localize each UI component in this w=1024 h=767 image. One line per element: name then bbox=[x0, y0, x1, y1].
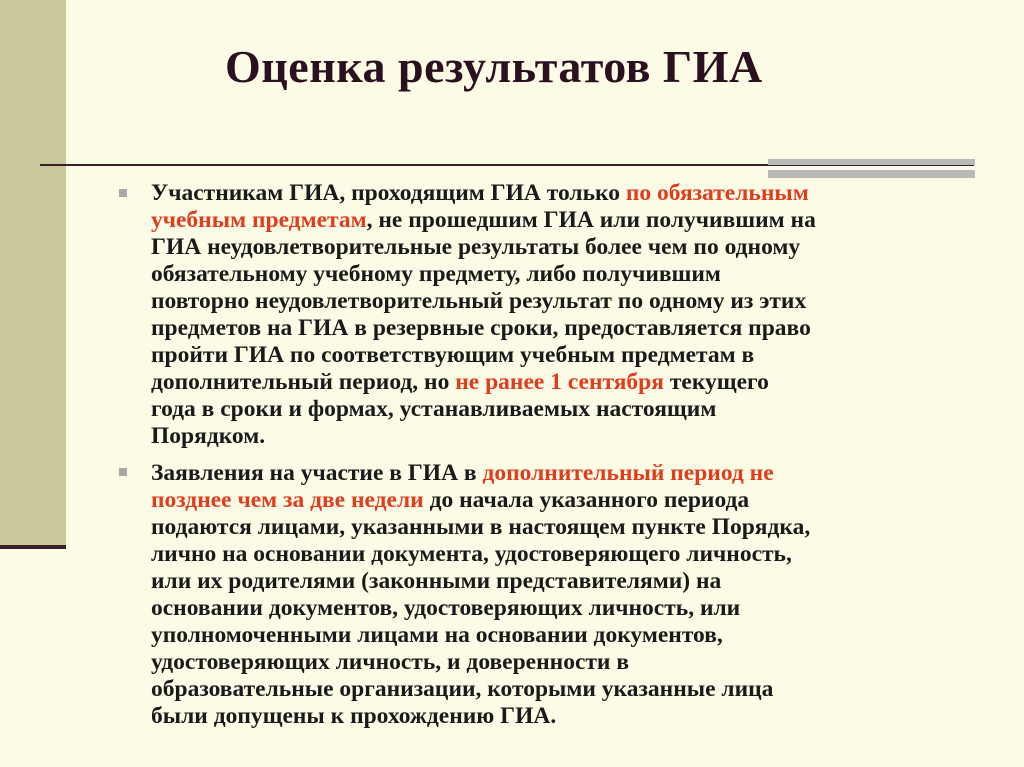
paragraph-line: удостоверяющих личность, и доверенности в bbox=[151, 649, 630, 675]
paragraph-line: пройти ГИА по соответствующим учебным предметам в bbox=[151, 342, 755, 368]
slide-title: Оценка результатов ГИА bbox=[225, 41, 763, 92]
paragraph-1 bbox=[151, 180, 981, 450]
paragraph-line: образовательные организации, которыми указанные лица bbox=[151, 676, 774, 702]
paragraph-line: Участникам ГИА, проходящим ГИА только по обязательным bbox=[151, 180, 809, 206]
paragraph-line: подаются лицами, указанными в настоящем пункте Порядка, bbox=[151, 514, 811, 540]
side-decoration-strip bbox=[0, 0, 66, 548]
paragraph-line: обязательному учебному предмету, либо получившим bbox=[151, 261, 721, 287]
highlight-text: по обязательным bbox=[625, 180, 809, 206]
paragraph-line: предметов на ГИА в резервные сроки, предоставляется право bbox=[151, 315, 811, 341]
paragraph-line: повторно неудовлетворительный результат по одному из этих bbox=[151, 288, 807, 314]
paragraph-line: уполномоченными лицами на основании документов, bbox=[151, 622, 723, 648]
highlight-text: позднее чем за две недели bbox=[151, 487, 424, 513]
title-divider-accent-bottom bbox=[768, 170, 975, 178]
title-divider-accent-top bbox=[768, 159, 975, 165]
paragraph-line: года в сроки и формах, устанавливаемых настоящим bbox=[151, 396, 717, 422]
paragraph-line: или их родителями (законными представителями) на bbox=[151, 568, 722, 594]
paragraph-line: основании документов, удостоверяющих личность, или bbox=[151, 595, 741, 621]
bullet-square-icon bbox=[119, 189, 127, 197]
paragraph-line: дополнительный период, но не ранее 1 сентября текущего bbox=[151, 369, 769, 395]
paragraph-2 bbox=[151, 460, 981, 730]
side-decoration-line bbox=[0, 545, 66, 549]
highlight-text: не ранее 1 сентября bbox=[455, 369, 664, 395]
paragraph-line: лично на основании документа, удостоверяющего личность, bbox=[151, 541, 792, 567]
bullet-square-icon bbox=[119, 468, 127, 476]
paragraph-line: учебным предметам, не прошедшим ГИА или получившим на bbox=[151, 207, 816, 233]
paragraph-line: Порядком. bbox=[151, 423, 266, 449]
paragraph-line: были допущены к прохождению ГИА. bbox=[151, 703, 557, 729]
highlight-text: учебным предметам bbox=[151, 207, 367, 233]
highlight-text: дополнительный период не bbox=[482, 460, 774, 486]
paragraph-line: ГИА неудовлетворительные результаты более чем по одному bbox=[151, 234, 801, 260]
paragraph-line: позднее чем за две недели до начала указанного периода bbox=[151, 487, 750, 513]
paragraph-line: Заявления на участие в ГИА в дополнительный период не bbox=[151, 460, 774, 486]
